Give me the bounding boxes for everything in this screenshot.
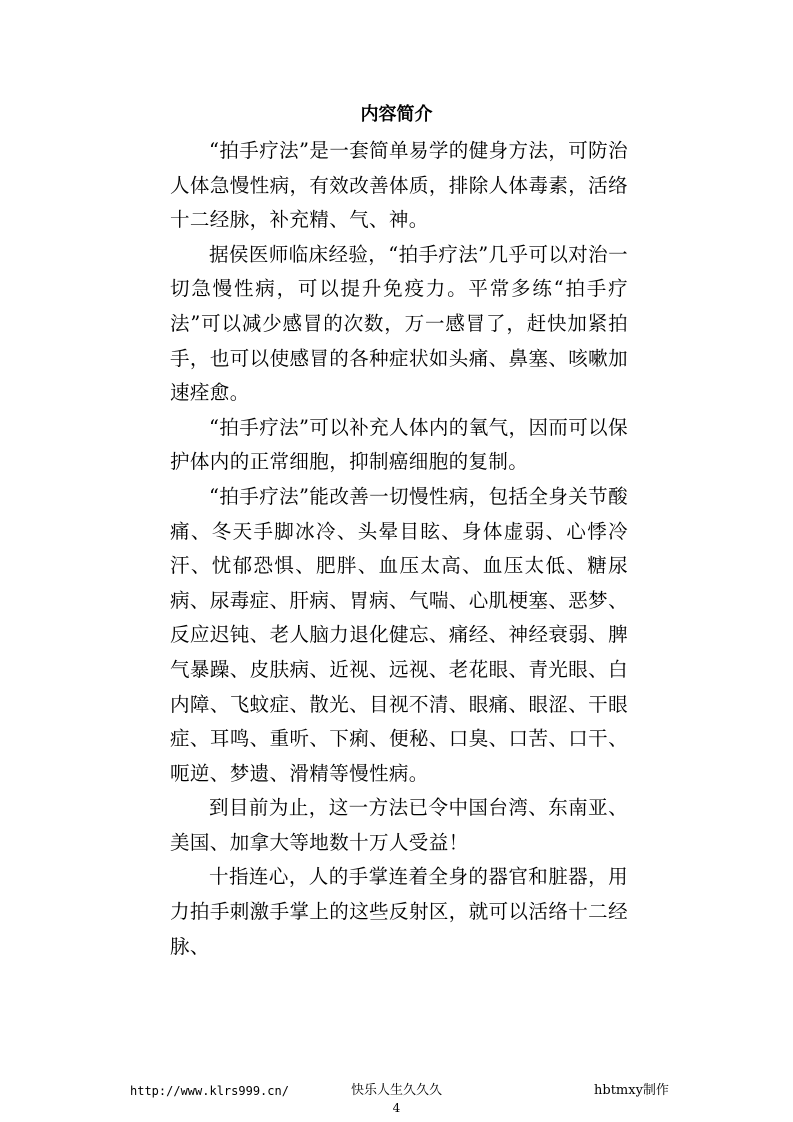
paragraph-1: “拍手疗法”是一套简单易学的健身方法，可防治人体急慢性病，有效改善体质，排除人体毒素，活络十二经脉，补充精、气、神。 (170, 139, 628, 232)
paragraph-5: 到目前为止，这一方法已令中国台湾、东南亚、美国、加拿大等地数十万人受益！ (170, 796, 628, 854)
page-footer (0, 1082, 793, 1122)
paragraph-4: “拍手疗法”能改善一切慢性病，包括全身关节酸痛、冬天手脚冰冷、头晕目眩、身体虚弱、心悸冷汗、忧郁恐惧、肥胖、血压太高、血压太低、糖尿病、尿毒症、肝病、胃病、气喘、心肌梗塞、恶梦、反应迟钝、老人脑力退化健忘、痛经、神经衰弱、脾气暴躁、皮肤病、近视、远视、老花眼、青光眼、白内障、飞蚊症、散光、目视不清、眼痛、眼涩、干眼症、耳鸣、重听、下痢、便秘、口臭、口苦、口干、呃逆、梦遗、滑精等慢性病。 (170, 484, 628, 785)
footer-credit: hbtmxy制作 (594, 1083, 669, 1098)
page-title: 内容简介 (360, 104, 433, 125)
footer-site-name: 快乐人生久久久 (350, 1083, 442, 1098)
page-number: 4 (392, 1101, 401, 1115)
paragraph-2: 据侯医师临床经验，“拍手疗法”几乎可以对治一切急慢性病，可以提升免疫力。平常多练“拍手疗法”可以减少感冒的次数，万一感冒了，赶快加紧拍手，也可以使感冒的各种症状如头痛、鼻塞、咳嗽加速痊愈。 (170, 242, 628, 405)
paragraph-3: “拍手疗法”可以补充人体内的氧气，因而可以保护体内的正常细胞，抑制癌细胞的复制。 (170, 415, 628, 474)
body-text (170, 134, 628, 964)
footer-url-link[interactable]: http://www.klrs999.cn/ (130, 1084, 289, 1098)
paragraph-6: 十指连心，人的手掌连着全身的器官和脏器，用力拍手刺激手掌上的这些反射区，就可以活络十二经脉、 (170, 865, 628, 958)
